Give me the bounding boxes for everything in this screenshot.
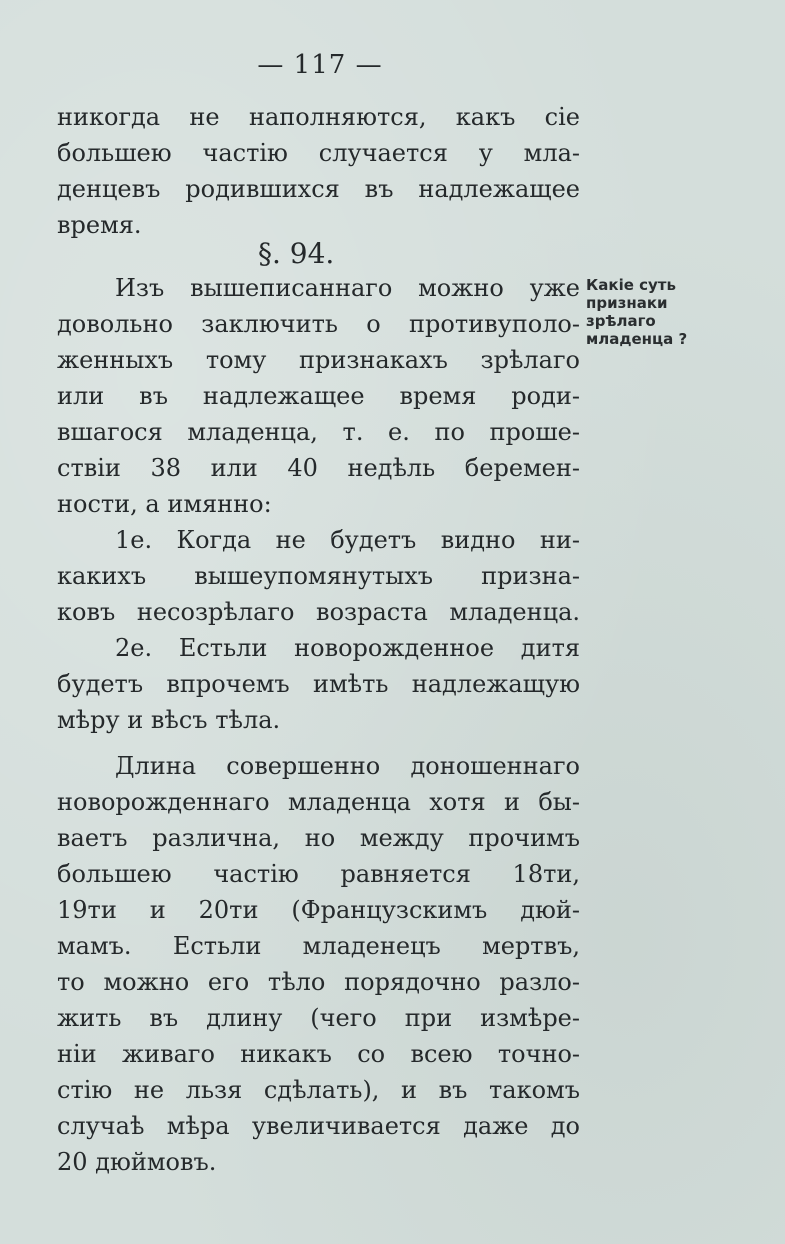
text-line: никогда не наполняются, какъ сie (57, 103, 580, 131)
text-line: ваетъ различна, но между прочимъ (57, 824, 580, 852)
text-line: какихъ вышеупомянутыхъ призна- (57, 562, 580, 590)
text-line: большею частiю равняется 18ти, (57, 860, 580, 888)
text-line: мѣру и вѣсъ тѣла. (57, 706, 281, 734)
text-line: то можно его тѣло порядочно разло- (57, 968, 580, 996)
text-line: жить въ длину (чего при измѣре- (57, 1004, 580, 1032)
text-line: время. (57, 211, 142, 239)
page-number: — 117 — (257, 50, 383, 80)
margin-note-line: Какie суть (586, 276, 676, 294)
margin-note-line: зрѣлаго (586, 312, 656, 330)
text-line: денцевъ родившихся въ надлежащее (57, 175, 580, 203)
margin-note-line: признаки (586, 294, 668, 312)
text-line: случаѣ мѣра увеличивается даже до (57, 1112, 580, 1140)
text-line: 19ти и 20ти (Французскимъ дюй- (57, 896, 580, 924)
text-line: большею частiю случается у мла- (57, 139, 580, 167)
text-line: 2е. Естьли новорожденное дитя (115, 634, 580, 662)
text-line: Длина совершенно доношеннаго (115, 752, 580, 780)
text-line: женныхъ тому признакахъ зрѣлаго (57, 346, 580, 374)
text-line: мамъ. Естьли младенецъ мертвъ, (57, 932, 580, 960)
text-line: вшагося младенца, т. е. по проше- (57, 418, 580, 446)
text-line: 1е. Когда не будетъ видно ни- (115, 526, 580, 554)
text-line: стiю не льзя сдѣлать), и въ такомъ (57, 1076, 580, 1104)
text-line: ковъ несозрѣлаго возраста младенца. (57, 598, 580, 626)
text-line: 20 дюймовъ. (57, 1148, 217, 1176)
text-line: будетъ впрочемъ имѣть надлежащую (57, 670, 580, 698)
margin-note (586, 276, 771, 348)
margin-note-line: младенца ? (586, 330, 688, 348)
text-line: новорожденнаго младенца хотя и бы- (57, 788, 580, 816)
text-line: довольно заключить о противуполо- (57, 310, 580, 338)
text-line: ствiи 38 или 40 недѣль беремен- (57, 454, 580, 482)
text-line: ности, а имянно: (57, 490, 272, 518)
text-line: нiи живаго никакъ со всею точно- (57, 1040, 580, 1068)
text-line: Изъ вышеписаннаго можно уже (115, 274, 580, 302)
section-heading: §. 94. (258, 237, 335, 270)
text-line: или въ надлежащее время роди- (57, 382, 580, 410)
